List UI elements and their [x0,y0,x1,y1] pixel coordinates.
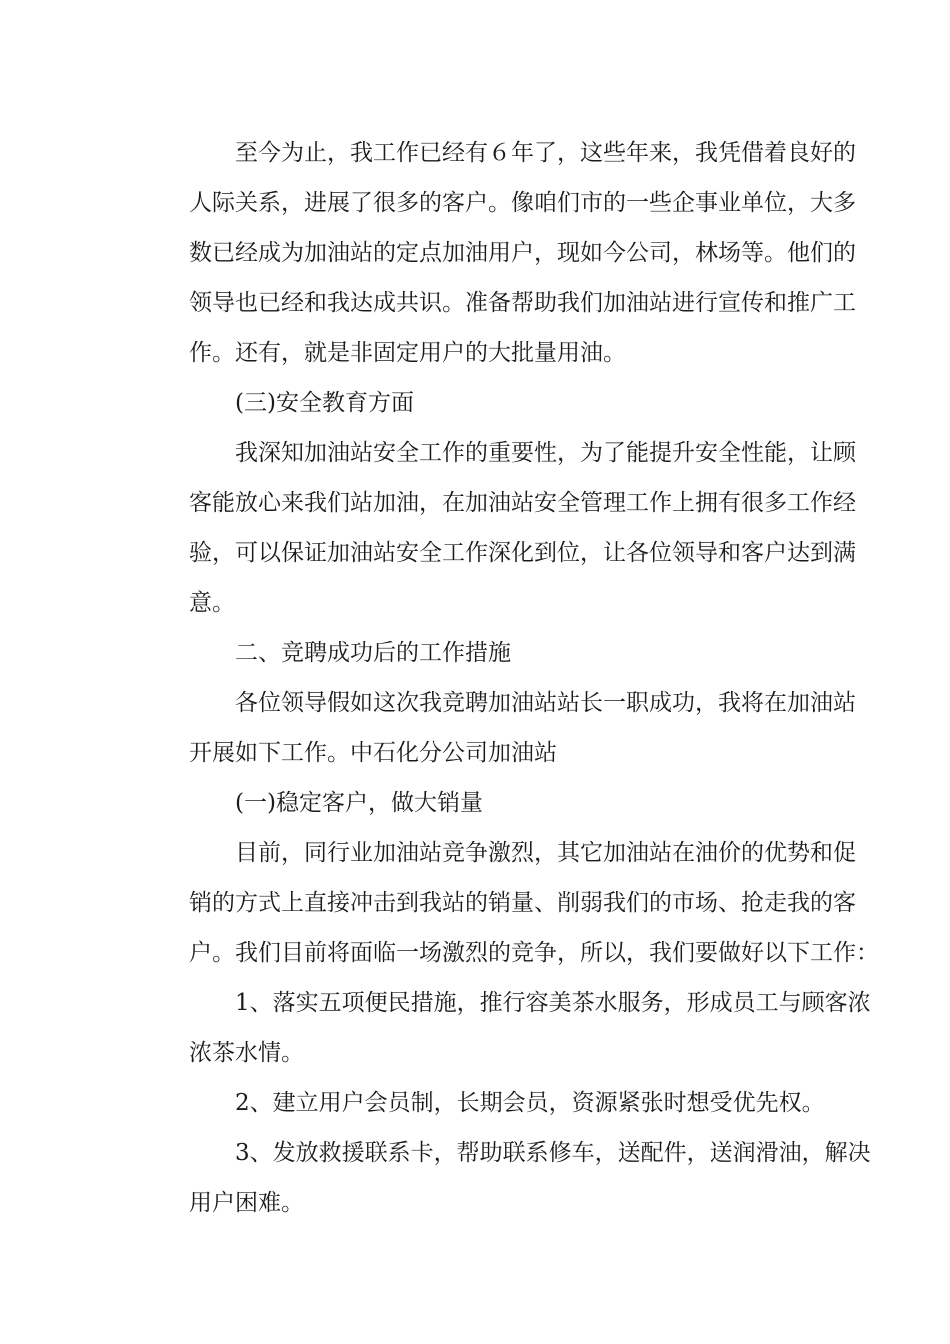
text-line: 2、建立用户会员制，长期会员，资源紧张时想受优先权。 [235,1090,825,1116]
list-item [143,1078,825,1128]
text-line: 作。还有，就是非固定用户的大批量用油。 [189,340,626,366]
text-line: 验，可以保证加油站安全工作深化到位，让各位领导和客户达到满 [189,540,856,566]
text-line: (一)稳定客户，做大销量 [235,790,483,816]
text-line: (三)安全教育方面 [235,390,414,416]
section-heading [143,378,810,428]
text-line: 意。 [189,590,235,616]
list-item [143,1128,871,1228]
text-line: 开展如下工作。中石化分公司加油站 [189,740,557,766]
paragraph [143,128,856,378]
document-body [143,128,879,1228]
text-line: 3、发放救援联系卡，帮助联系修车，送配件，送润滑油，解决 [235,1140,871,1166]
text-line: 目前，同行业加油站竞争激烈，其它加油站在油价的优势和促 [235,840,856,866]
paragraph [143,678,856,778]
text-line: 浓茶水情。 [189,1040,304,1066]
section-heading [143,628,810,678]
text-line: 人际关系，进展了很多的客户。像咱们市的一些企事业单位，大多 [189,190,856,216]
text-line: 客能放心来我们站加油，在加油站安全管理工作上拥有很多工作经 [189,490,856,516]
text-line: 销的方式上直接冲击到我站的销量、削弱我们的市场、抢走我的客 [189,890,856,916]
text-line: 至今为止，我工作已经有６年了，这些年来，我凭借着良好的 [235,140,856,166]
text-line: 数已经成为加油站的定点加油用户，现如今公司，林场等。他们的 [189,240,856,266]
paragraph [143,828,879,978]
text-line: 户。我们目前将面临一场激烈的竞争，所以，我们要做好以下工作： [189,940,879,966]
text-line: 我深知加油站安全工作的重要性，为了能提升安全性能，让顾 [235,440,856,466]
text-line: 各位领导假如这次我竞聘加油站站长一职成功，我将在加油站 [235,690,856,716]
text-line: 用户困难。 [189,1190,304,1216]
text-line: 二、竞聘成功后的工作措施 [235,640,511,666]
list-item [143,978,871,1078]
section-heading [143,778,810,828]
text-line: 领导也已经和我达成共识。准备帮助我们加油站进行宣传和推广工 [189,290,856,316]
paragraph [143,428,856,628]
text-line: 1、落实五项便民措施，推行容美茶水服务，形成员工与顾客浓 [235,990,871,1016]
